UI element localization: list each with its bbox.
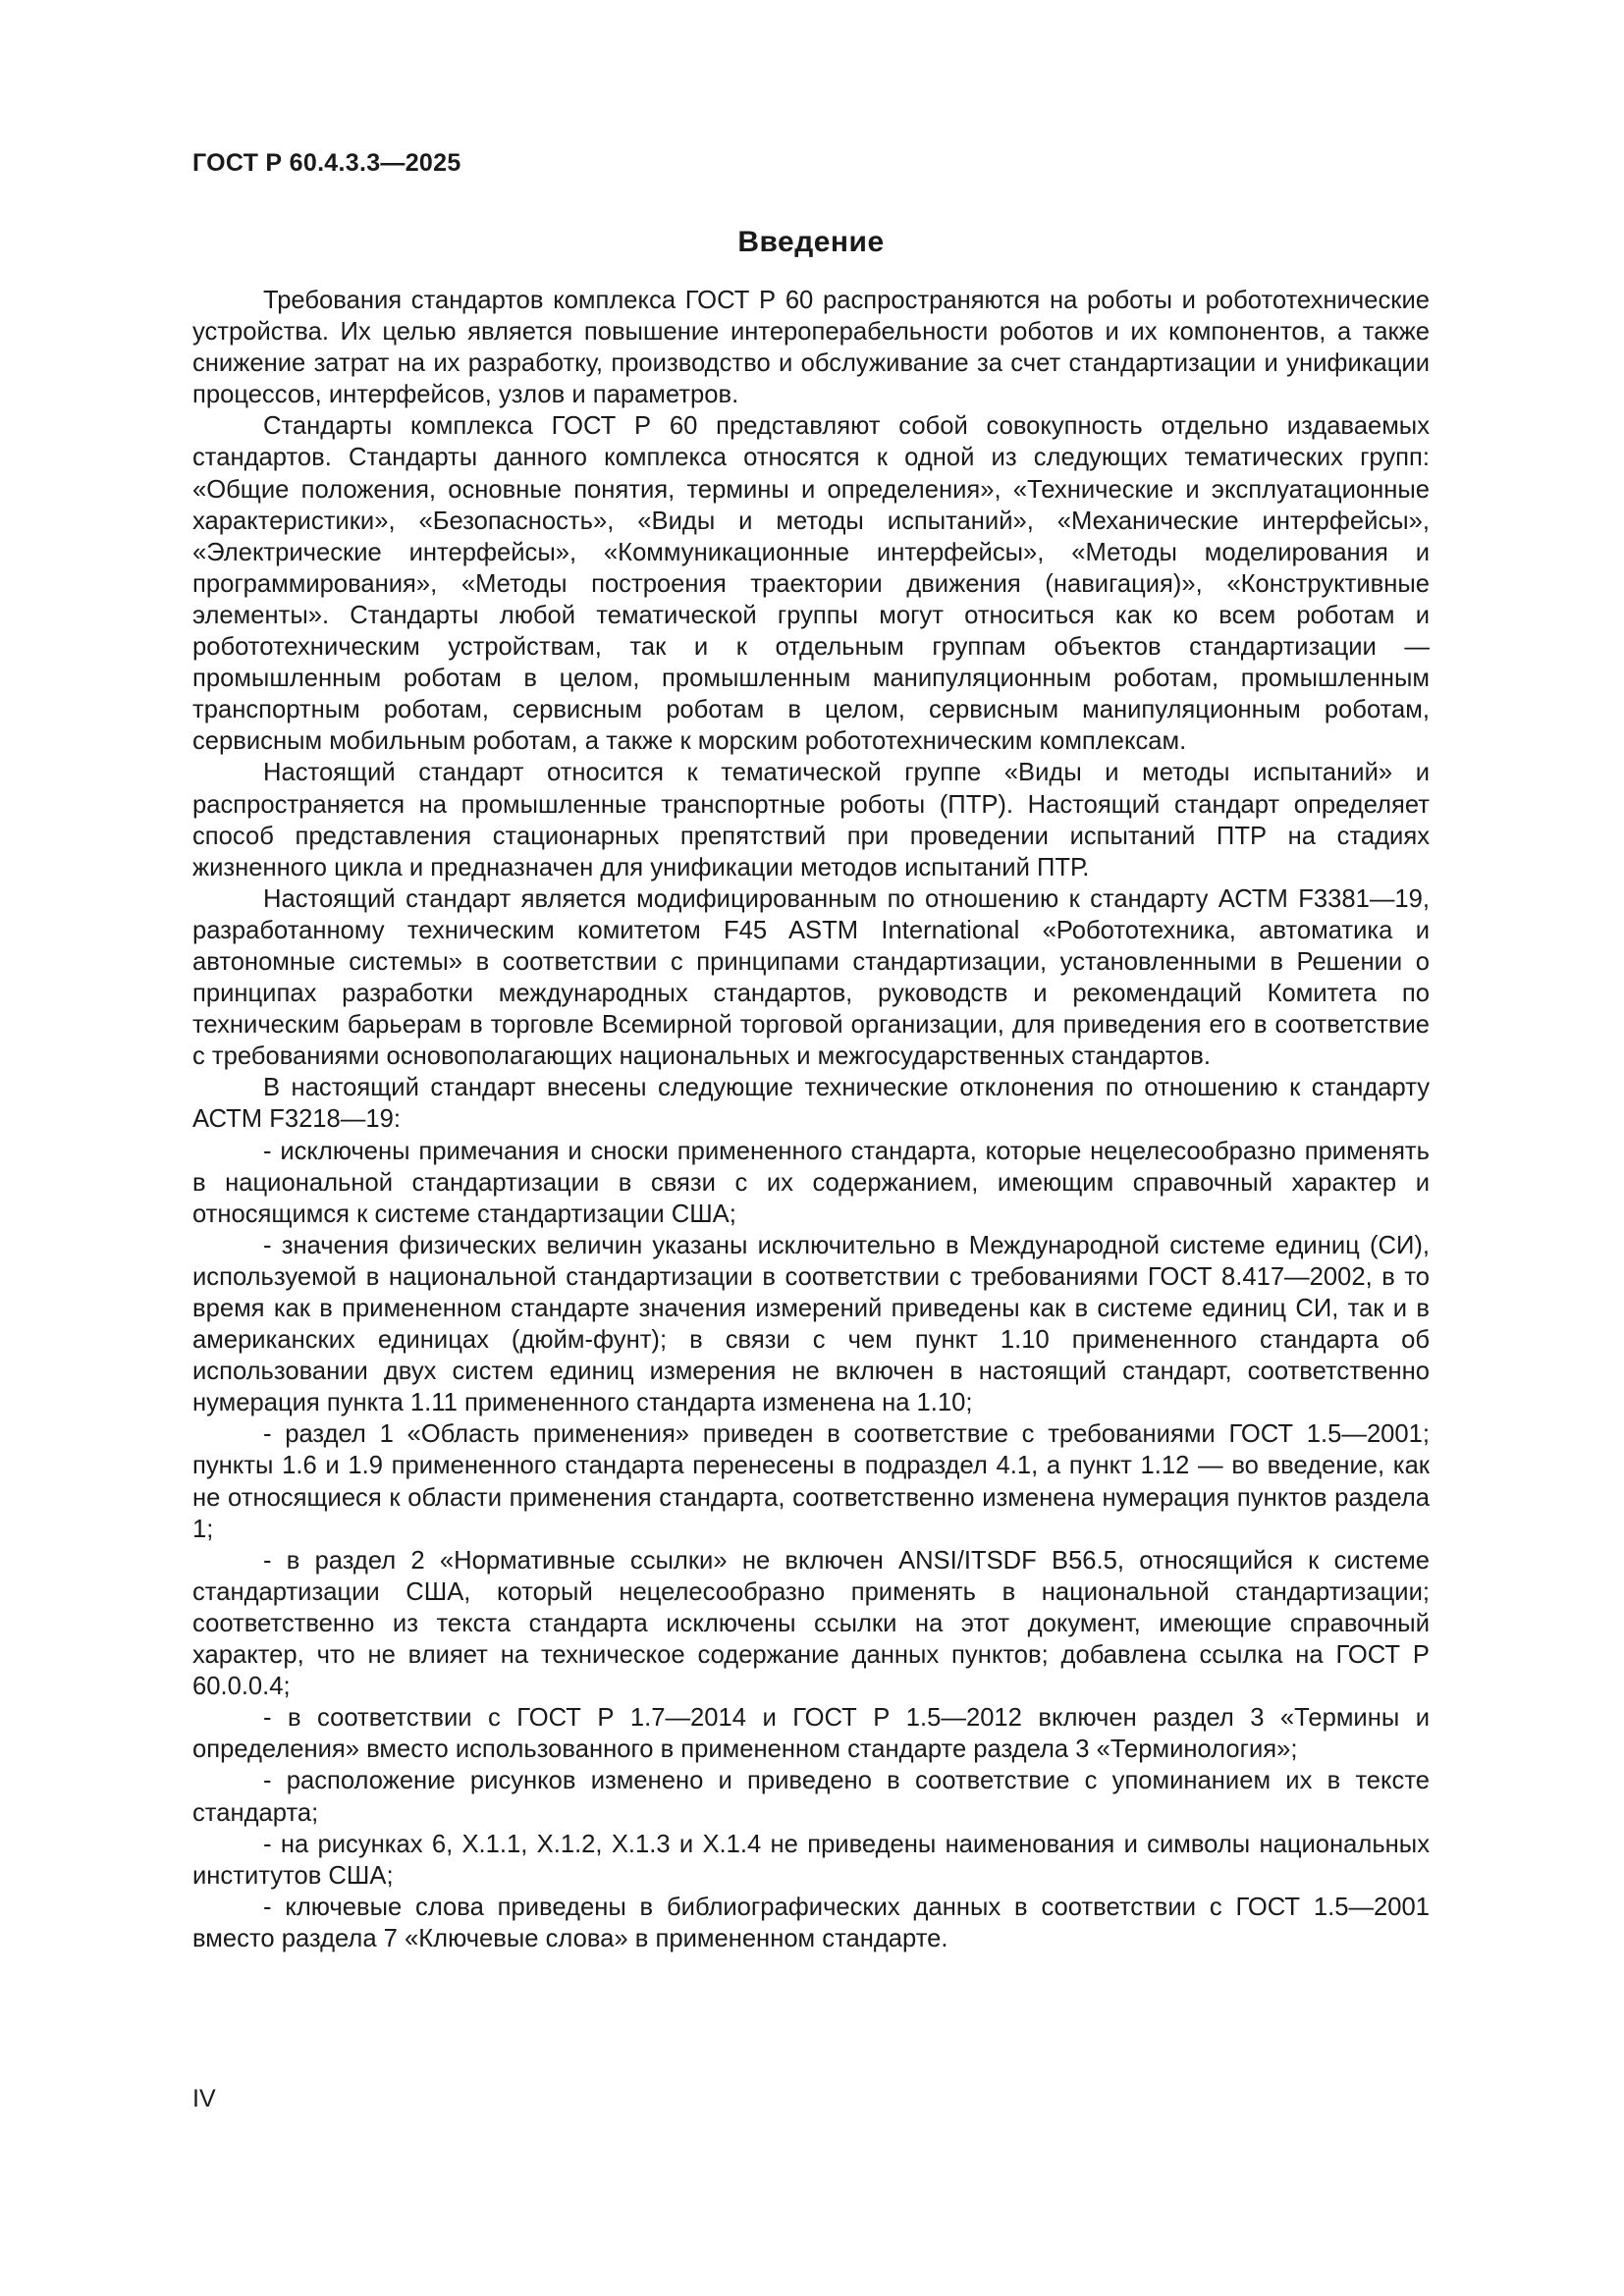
list-item: - в раздел 2 «Нормативные ссылки» не включен ANSI/ITSDF B56.5, относящийся к системе стандартизации США, который нецелесообразно применять в национальной стандартизации; соответственно из текста стандарта исключены ссылки на этот документ, имеющие справочный характер, что не влияет на техническое содержание данных пунктов; добавлена ссылка на ГОСТ Р 60.0.0.4; [192,1546,1430,1701]
paragraph: Требования стандартов комплекса ГОСТ Р 60 распространяются на роботы и робототехнические устройства. Их целью является повышение интероперабельности роботов и их компонентов, а также снижение затрат на их разработку, производство и обслуживание за счет стандартизации и унификации процессов, интерфейсов, узлов и параметров. [192,287,1430,409]
paragraph: В настоящий стандарт внесены следующие технические отклонения по отношению к стандарту АСТМ F3218—19: [192,1074,1430,1134]
page-number: IV [192,2085,216,2112]
section-title: Введение [737,226,885,258]
list-item: - ключевые слова приведены в библиографических данных в соответствии с ГОСТ 1.5—2001 вместо раздела 7 «Ключевые слова» в примененном стандарте. [192,1893,1430,1952]
paragraph: Настоящий стандарт относится к тематической группе «Виды и методы испытаний» и распространяется на промышленные транспортные роботы (ПТР). Настоящий стандарт определяет способ представления стационарных препятствий при проведении испытаний ПТР на стадиях жизненного цикла и предназначен для унификации методов испытаний ПТР. [192,759,1430,881]
section-body [192,285,1430,1954]
paragraph: Стандарты комплекса ГОСТ Р 60 представляют собой совокупность отдельно издаваемых стандартов. Стандарты данного комплекса относятся к одной из следующих тематических групп: «Общие положения, основные понятия, термины и определения», «Технические и эксплуатационные характеристики», «Безопасность», «Виды и методы испытаний», «Механические интерфейсы», «Электрические интерфейсы», «Коммуникационные интерфейсы», «Методы моделирования и программирования», «Методы построения траектории движения (навигация)», «Конструктивные элементы». Стандарты любой тематической группы могут относиться как ко всем роботам и робототехническим устройствам, так и к отдельным группам объектов стандартизации — промышленным роботам в целом, промышленным манипуляционным роботам, промышленным транспортным роботам, сервисным роботам в целом, сервисным манипуляционным роботам, сервисным мобильным роботам, а также к морским робототехническим комплексам. [192,412,1430,756]
list-item: - на рисунках 6, X.1.1, X.1.2, X.1.3 и X.1.4 не приведены наименования и символы национальных институтов США; [192,1830,1430,1890]
document-designation: ГОСТ Р 60.4.3.3—2025 [192,149,461,177]
list-item: - значения физических величин указаны исключительно в Международной системе единиц (СИ), используемой в национальной стандартизации в соответствии с требованиями ГОСТ 8.417—2002, в то время как в примененном стандарте значения измерений приведены как в системе единиц СИ, так и в американских единицах (дюйм-фунт); в связи с чем пункт 1.10 примененного стандарта об использовании двух систем единиц измерения не включен в настоящий стандарт, соответственно нумерация пункта 1.11 примененного стандарта изменена на 1.10; [192,1231,1430,1417]
list-item: - исключены примечания и сноски примененного стандарта, которые нецелесообразно применять в национальной стандартизации в связи с их содержанием, имеющим справочный характер и относящимся к системе стандартизации США; [192,1137,1430,1228]
list-item: - в соответствии с ГОСТ Р 1.7—2014 и ГОСТ Р 1.5—2012 включен раздел 3 «Термины и определения» вместо использованного в примененном стандарте раздела 3 «Терминология»; [192,1704,1430,1764]
list-item: - расположение рисунков изменено и приведено в соответствие с упоминанием их в тексте стандарта; [192,1767,1430,1827]
list-item: - раздел 1 «Область применения» приведен в соответствие с требованиями ГОСТ 1.5—2001; пункты 1.6 и 1.9 примененного стандарта перенесены в подраздел 4.1, а пункт 1.12 — во введение, как не относящиеся к области применения стандарта, соответственно изменена нумерация пунктов раздела 1; [192,1420,1430,1543]
paragraph: Настоящий стандарт является модифицированным по отношению к стандарту АСТМ F3381—19, разработанному техническим комитетом F45 ASTM International «Робототехника, автоматика и автономные системы» в соответствии с принципами стандартизации, установленными в Решении о принципах разработки международных стандартов, руководств и рекомендаций Комитета по техническим барьерам в торговле Всемирной торговой организации, для приведения его в соответствие с требованиями основополагающих национальных и межгосударственных стандартов. [192,884,1430,1071]
